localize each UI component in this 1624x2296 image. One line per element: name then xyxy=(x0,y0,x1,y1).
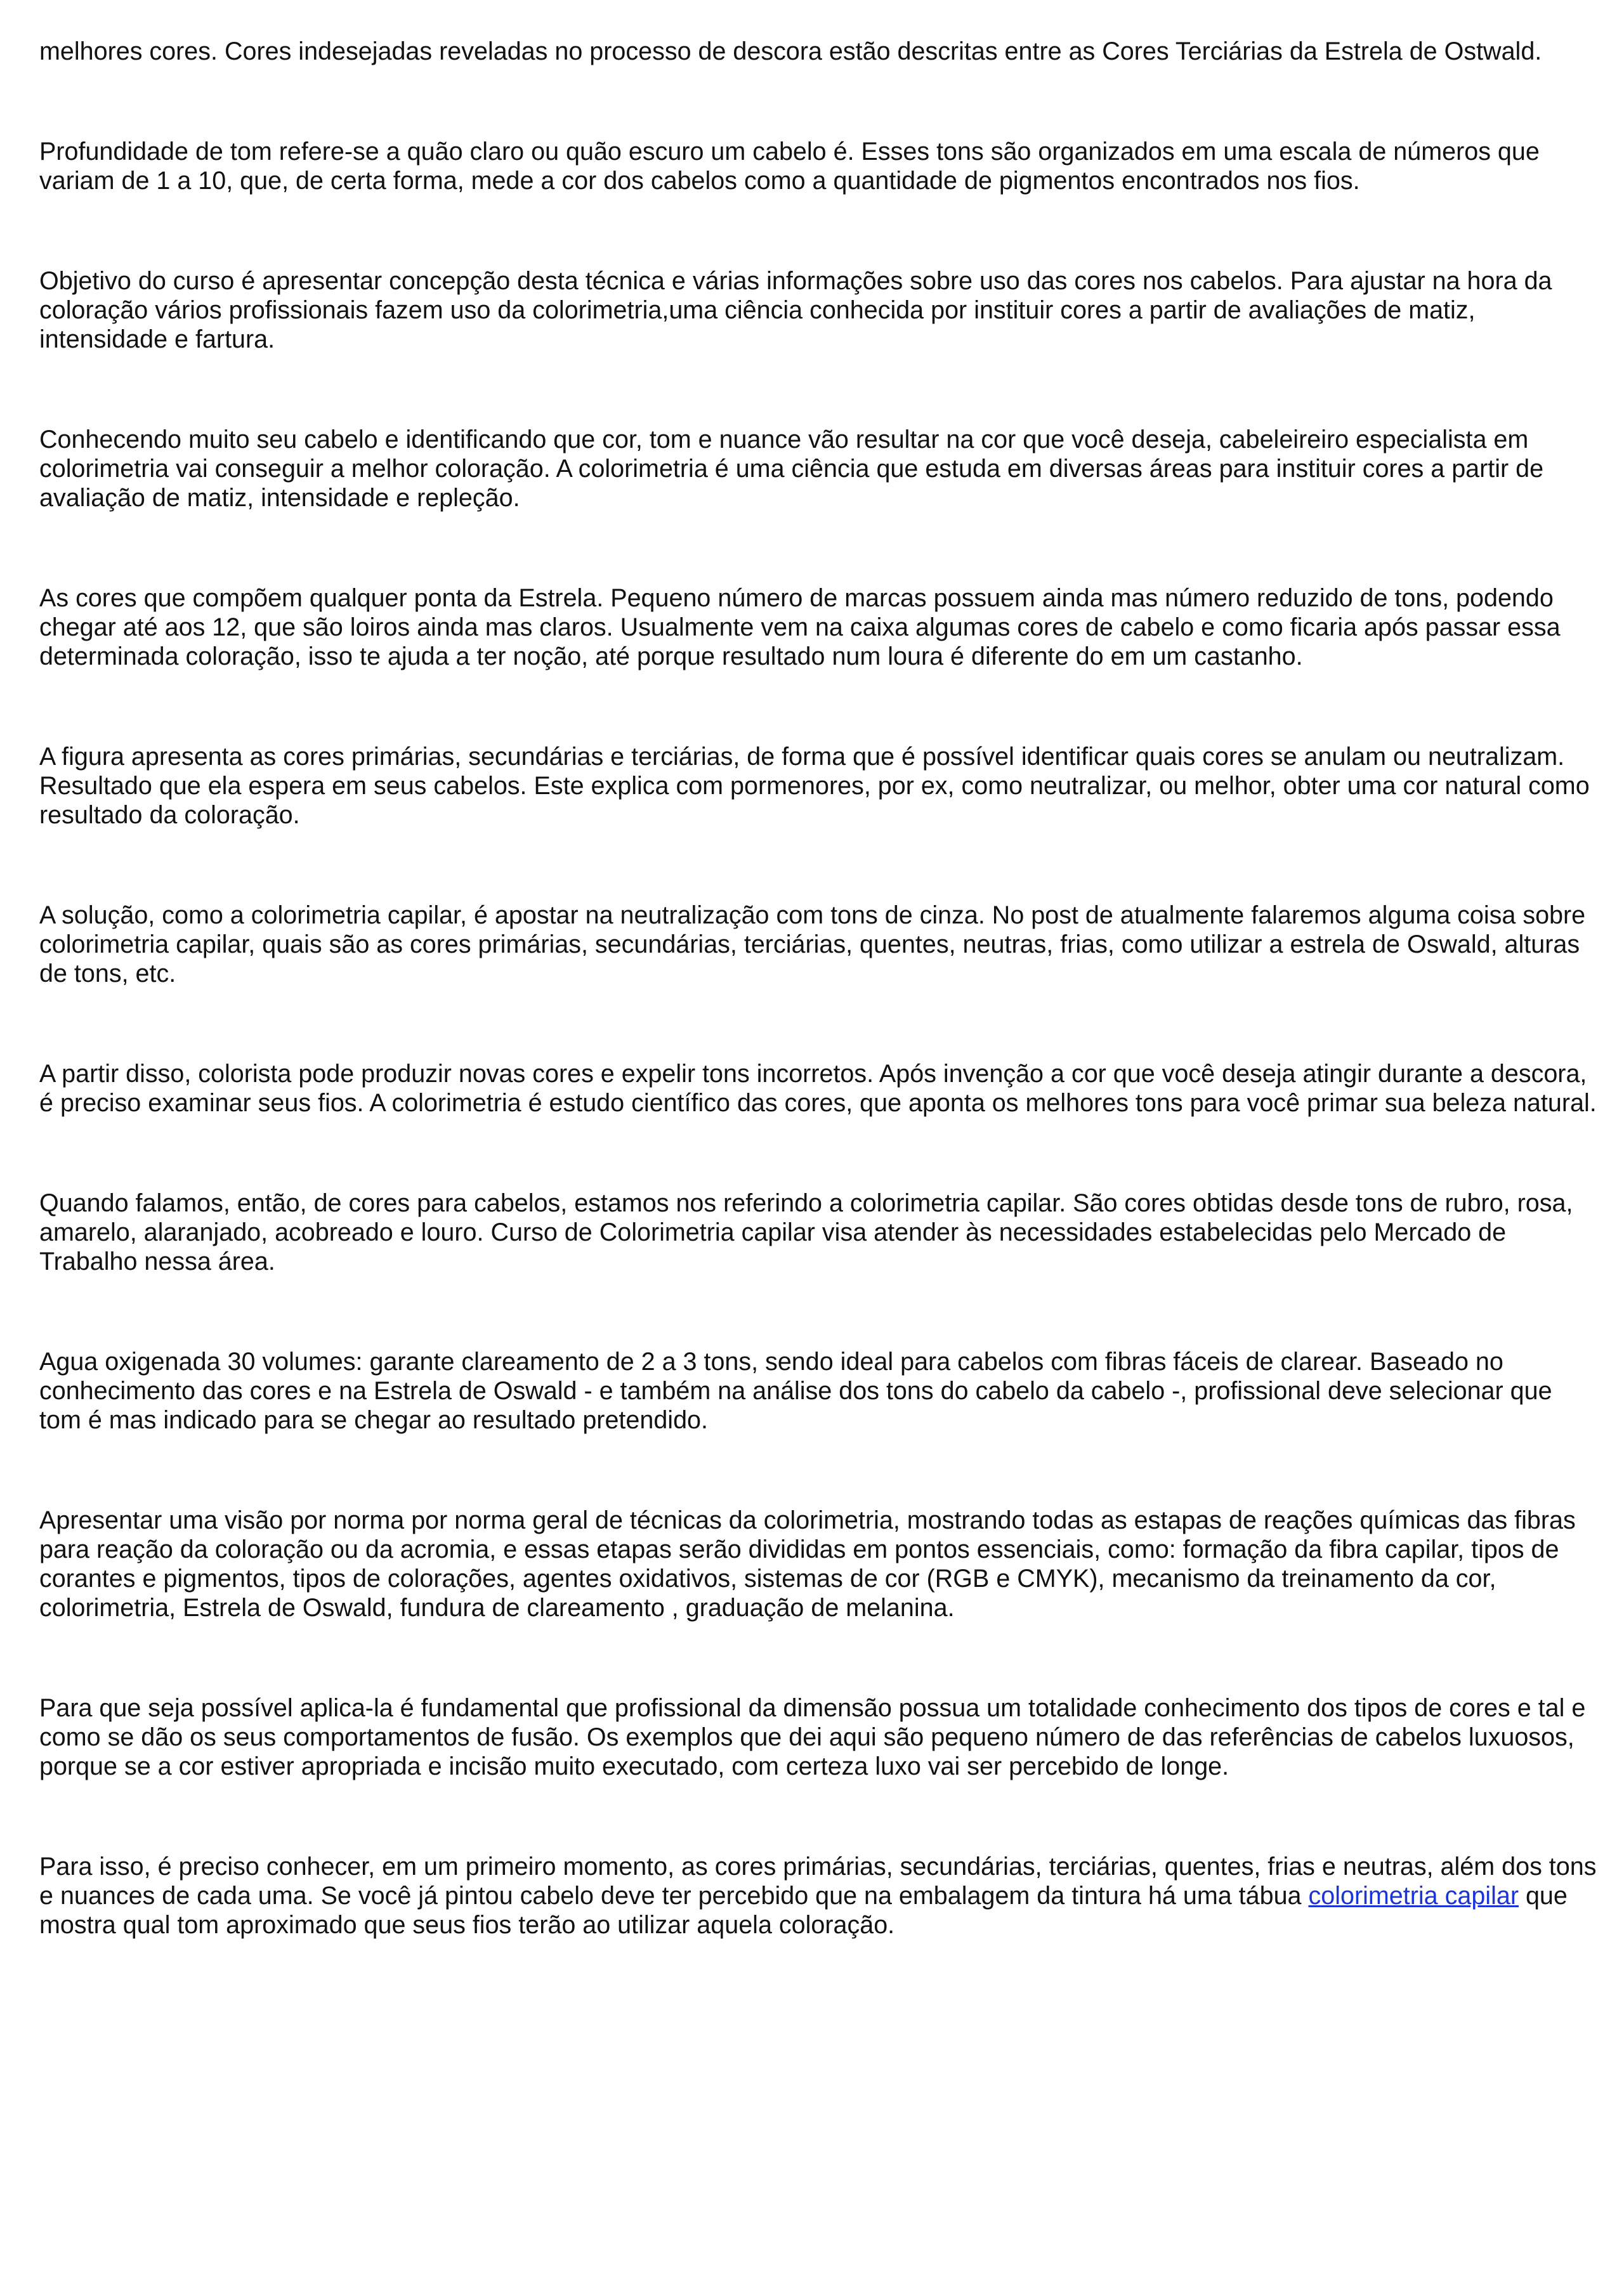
paragraph-11: Apresentar uma visão por norma por norma geral de técnicas da colorimetria, mostrando todas as estapas de reações químicas das fibras para reação da coloração ou da acromia, e essas etapas serão divididas em pontos essenciais, como: formação da fibra capilar, tipos de corantes e pigmentos, tipos de colorações, agentes oxidativos, sistemas de cor (RGB e CMYK), mecanismo da treinamento da cor, colorimetria, Estrela de Oswald, fundura de clareamento , graduação de melanina. xyxy=(39,1506,1576,1622)
paragraph-3: Objetivo do curso é apresentar concepção desta técnica e várias informações sobre uso das cores nos cabelos. Para ajustar na hora da coloração vários profissionais fazem uso da colorimetria,uma ciência conhecida por instituir cores a partir de avaliações de matiz, intensidade e fartura. xyxy=(39,267,1552,353)
paragraph-2: Profundidade de tom refere-se a quão claro ou quão escuro um cabelo é. Esses tons são organizados em uma escala de números que variam de 1 a 10, que, de certa forma, mede a cor dos cabelos como a quantidade de pigmentos encontrados nos fios. xyxy=(39,138,1540,195)
paragraph-8: A partir disso, colorista pode produzir novas cores e expelir tons incorretos. Após invenção a cor que você deseja atingir durante a descora, é preciso examinar seus fios. A colorimetria é estudo científico das cores, que aponta os melhores tons para você primar sua beleza natural. xyxy=(39,1060,1597,1117)
paragraph-13-text-after-link: que mostra qual tom aproximado que seus fios terão ao utilizar aquela coloração. xyxy=(39,1882,1568,1939)
paragraph-1: melhores cores. Cores indesejadas reveladas no processo de descora estão descritas entre as Cores Terciárias da Estrela de Ostwald. xyxy=(39,37,1542,65)
paragraph-7: A solução, como a colorimetria capilar, é apostar na neutralização com tons de cinza. No post de atualmente falaremos alguma coisa sobre colorimetria capilar, quais são as cores primárias, secundárias, terciárias, quentes, neutras, frias, como utilizar a estrela de Oswald, alturas de tons, etc. xyxy=(39,901,1586,988)
paragraph-12: Para que seja possível aplica-la é fundamental que profissional da dimensão possua um totalidade conhecimento dos tipos de cores e tal e como se dão os seus comportamentos de fusão. Os exemplos que dei aqui são pequeno número de das referências de cabelos luxuosos, porque se a cor estiver apropriada e incisão muito executado, com certeza luxo vai ser percebido de longe. xyxy=(39,1694,1586,1780)
paragraph-5: As cores que compõem qualquer ponta da Estrela. Pequeno número de marcas possuem ainda mas número reduzido de tons, podendo chegar até aos 12, que são loiros ainda mas claros. Usualmente vem na caixa algumas cores de cabelo e como ficaria após passar essa determinada coloração, isso te ajuda a ter noção, até porque resultado num loura é diferente do em um castanho. xyxy=(39,584,1561,670)
colorimetria-capilar-link[interactable]: colorimetria capilar xyxy=(1308,1882,1519,1910)
paragraph-6: A figura apresenta as cores primárias, secundárias e terciárias, de forma que é possível identificar quais cores se anulam ou neutralizam. Resultado que ela espera em seus cabelos. Este explica com pormenores, por ex, como neutralizar, ou melhor, obter uma cor natural como resultado da coloração. xyxy=(39,743,1590,829)
paragraph-4: Conhecendo muito seu cabelo e identificando que cor, tom e nuance vão resultar na cor que você deseja, cabeleireiro especialista em colorimetria vai conseguir a melhor coloração. A colorimetria é uma ciência que estuda em diversas áreas para instituir cores a partir de avaliação de matiz, intensidade e repleção. xyxy=(39,426,1544,512)
paragraph-13 xyxy=(39,1852,1600,1940)
paragraph-9: Quando falamos, então, de cores para cabelos, estamos nos referindo a colorimetria capilar. São cores obtidas desde tons de rubro, rosa, amarelo, alaranjado, acobreado e louro. Curso de Colorimetria capilar visa atender às necessidades estabelecidas pelo Mercado de Trabalho nessa área. xyxy=(39,1189,1573,1275)
paragraph-10: Agua oxigenada 30 volumes: garante clareamento de 2 a 3 tons, sendo ideal para cabelos com fibras fáceis de clarear. Baseado no conhecimento das cores e na Estrela de Oswald - e também na análise dos tons do cabelo da cabelo -, profissional deve selecionar que tom é mas indicado para se chegar ao resultado pretendido. xyxy=(39,1348,1552,1434)
paragraph-13-text-before-link: Para isso, é preciso conhecer, em um primeiro momento, as cores primárias, secundárias, terciárias, quentes, frias e neutras, além dos tons e nuances de cada uma. Se você já pintou cabelo deve ter percebido que na embalagem da tintura há uma tábua xyxy=(39,1853,1597,1910)
document-body xyxy=(39,37,1600,2011)
